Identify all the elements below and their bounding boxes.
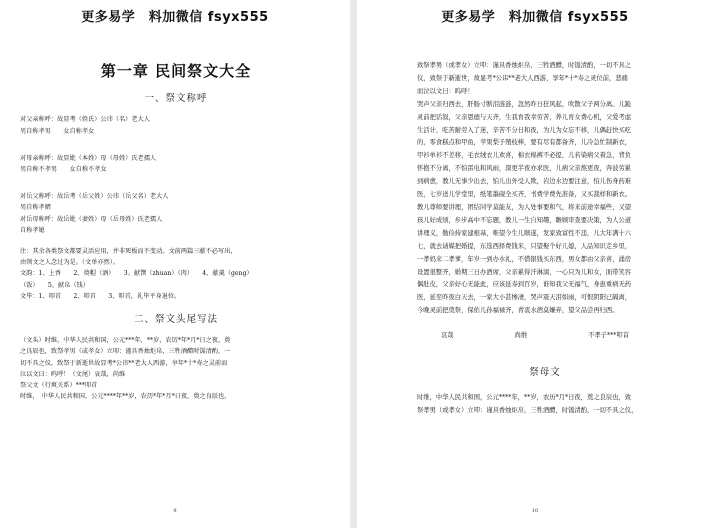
- text-line: 七，就去请媒把婚提，东选西择费钱米，只望娶个好儿媳，人品知识走乡里，: [417, 242, 632, 250]
- text-line: 医，七岁送儿学堂里，纸笔墨砚全买齐，书费学费先准备，又买裁样和新衣。: [417, 191, 632, 199]
- text-line: 而泣以文曰：呜呼！: [417, 87, 474, 95]
- text-line: 偶肚皮，父亲好心无能此，应该延寿到百岁，谁知我父无福气，身患重病无药: [417, 281, 632, 289]
- note-line: 注：其余各类祭文都要灵活应用，并非死板而不变动。文前两篇三献不必写出，: [20, 248, 237, 256]
- left-content: [20, 60, 332, 402]
- text-line: 男自称不孝男 女自称不孝女: [20, 166, 107, 174]
- signoff-signature: 不孝子***叩首: [588, 332, 629, 340]
- text-line: 孩儿好成绩，步步高中不忘题，教儿一生自知趣，瞻顾审查要决策，为人公道: [417, 216, 632, 224]
- text-line: 灵前把话叙，父亲恩德与天齐，生我育我幸劳苦，养儿育女费心机，父爱考虑: [417, 113, 632, 121]
- text-line: 对父亲称呼：故显考（姓氏）公讳（名）老大人: [20, 116, 150, 124]
- left-page: [0, 0, 350, 528]
- section-title-mother: 祭母文: [529, 367, 561, 379]
- signoff-lament: 哀哉: [441, 332, 454, 340]
- signoff-shangwei: 尚维: [514, 332, 528, 340]
- text-line: 怀抱不分离，不怕雷电和风雨，深更半夜亦求医，儿病父亲熬更夜，奔波劳累: [417, 165, 632, 173]
- text-line: 设置很整齐，婚期三日办酒席，父亲累得汗淋漓，一心只为儿和女，面带笑容: [417, 268, 632, 276]
- text-line: 的，零食糕点和甲鱼，苹果梨子殖枝棒，要有尽有都备齐，儿冷急忙制新衣，: [417, 139, 632, 147]
- text-line: 祭孝男（或孝女）立叩：谨具香烛炬帛，三牲酒醴，时馐清酌，一切不具之仪，: [417, 406, 638, 414]
- text-line: 甲衫单衫不差移，毛衣绒衣儿欢喜，棉衣棉裤不必提，儿若染病父着急，背负: [417, 152, 632, 160]
- text-line: 仪，致祭于新逝世，故显考*公讳**老大人西游，享年*十*寿之灵位前，悲痛: [417, 74, 628, 82]
- note-line: 文毕：1、叩首 2、叩首 3、叩首，礼毕平身退位。: [20, 292, 181, 300]
- book-gutter: [350, 0, 357, 528]
- left-banner: 更多易学 料加微信 fsyx555: [81, 10, 269, 25]
- text-line: 时维， 中华人民共和国，公元****年**岁，农历*年*月*日夜，奠之良辰也，: [20, 393, 231, 401]
- text-line: 生活计，吃苦耐劳入了迷，辛苦不分日和夜，为儿为女忘不移，儿偶赶快买吃: [417, 126, 632, 134]
- text-line: 对母亲称呼：故显妣（本姓）母（母姓）氏老孺人: [20, 154, 157, 162]
- text-line: 哭声父亲归西去，肝肠寸断泪涟涟，忽然昨日狂风起，吹散父子两分离。儿跪: [417, 100, 632, 108]
- text-line: 到病愈，教儿无事少出去，怕儿出外受人欺，岩边水边要注意，怕儿伤身药难: [417, 178, 632, 186]
- text-line: （文头）时维，中华人民共和国，公元***年，**岁，农历*年*月*日之夜，奠: [20, 337, 231, 345]
- page-number-left: 9: [173, 508, 177, 514]
- text-line: 之良辰也，致祭孝男（或孝女）立叩：谨具香烛炬帛，三牲酒醴时馐清酌，一: [20, 348, 231, 356]
- text-line: 一孝妈来二孝爹，年岁一到办水礼，不惜银钱买东西，男女都由父亲喜，涌房: [417, 255, 632, 263]
- text-line: 对岳母称呼：故岳妣（妻姓）母（岳母姓）氏老孺人: [20, 215, 163, 223]
- text-line: 讲理义，勤俭持家建根基，唯望今生儿顺遂，发家致富性不违，儿大年满十六: [417, 229, 632, 237]
- text-line: 泣以文曰：呜呼！（文尾）哀哉，尚维: [20, 370, 126, 378]
- right-page: [357, 0, 713, 528]
- note-line: 文韵：1、上香 2、奠帽（酒） 3、献馔（zhuan）（肉） 4、献羹（geng）: [20, 270, 253, 278]
- text-line: 对岳父称呼：故岳考（岳父姓）公讳（岳父名）老大人: [20, 193, 169, 201]
- section-title-2: 二、祭文头尾写法: [133, 314, 218, 326]
- text-line: 教儿尊师要讲理，团结同学莫能友，为人处事要和气，将来前途幸福些，又望: [417, 203, 632, 211]
- text-line: 男自称孝婿: [20, 204, 51, 212]
- note-line: （饭） 5、献帛（钱）: [20, 281, 89, 289]
- text-line: 今晚灵前把奠祭，保佑儿孙福禄齐，青衷水酒莫嫌弃，望父品尝再归西。: [417, 307, 619, 315]
- text-line: 祭父文（行爽关系）***叩首: [20, 382, 98, 390]
- page-number-right: 10: [531, 508, 539, 514]
- text-line: 男自称孝男 女自称孝女: [20, 127, 95, 135]
- section-title-1: 一、祭文称呼: [144, 93, 208, 105]
- text-line: 切不具之仪，致祭于新逝世故显考*公讳**老大人西游，享年*十*寿之灵前而: [20, 359, 228, 367]
- text-line: 致祭孝男（或孝女）立叩：谨具香烛炬帛，三牲酒醴，时馐清酌，一切不具之: [417, 62, 632, 69]
- text-line: 自称孝媳: [20, 226, 45, 234]
- chapter-title: 第一章 民间祭文大全: [100, 62, 252, 80]
- right-content: [417, 60, 673, 418]
- text-line: 时维，中华人民共和国，公元****年，**岁，农历*月*日夜，奠之良辰也，致: [417, 393, 632, 401]
- note-line: 由领文之人念过为是。（文单亦然）。: [20, 259, 119, 267]
- signoff-row: [417, 330, 673, 343]
- right-banner: 更多易学 料加微信 fsyx555: [441, 10, 629, 25]
- text-line: 医，延至昨夜白天去，一家大小甚惨凄，哭声震天泪如雨，可恨阴阳已隔离，: [417, 294, 632, 302]
